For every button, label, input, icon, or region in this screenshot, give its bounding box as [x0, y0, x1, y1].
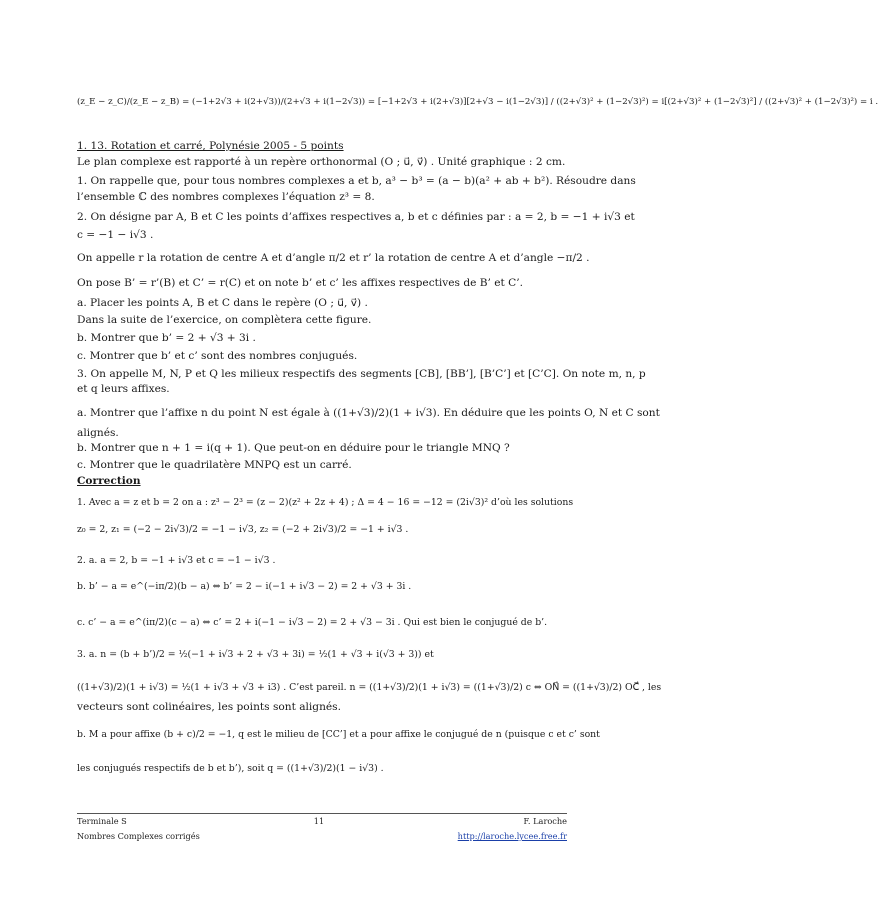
correction-line: 1. Avec a = z et b = 2 on a : z³ − 2³ = (z − 2)(z² + 2z + 4) ; Δ = 4 − 16 = −12 = (2i√3)² d’où les solutions	[77, 497, 574, 508]
correction-title: Correction	[77, 475, 141, 487]
text-line: Dans la suite de l’exercice, on complètera cette figure.	[77, 314, 372, 326]
correction-line: 3. a. n = (b + b’)/2 = ½(−1 + i√3 + 2 + √3 + 3i) = ½(1 + √3 + i(√3 + 3)) et	[77, 649, 434, 660]
correction-line: b. M a pour affixe (b + c)/2 = −1, q est le milieu de [CC’] et a pour affixe le conjugué de n (puisque c et c’ sont	[77, 729, 600, 740]
page-number: 11	[313, 816, 325, 826]
correction-line: b. b’ − a = e^(−iπ/2)(b − a) ⇔ b’ = 2 − i(−1 + i√3 − 2) = 2 + √3 + 3i .	[77, 581, 412, 592]
footer-divider	[77, 813, 567, 814]
footer-chapter-label: Nombres Complexes corrigés	[77, 831, 200, 841]
text-line: alignés.	[77, 427, 119, 439]
correction-line: z₀ = 2, z₁ = (−2 − 2i√3)/2 = −1 − i√3, z₂ = (−2 + 2i√3)/2 = −1 + i√3 .	[77, 524, 409, 535]
top-equation: (z_E − z_C)/(z_E − z_B) = (−1+2√3 + i(2+√3))/(2+√3 + i(1−2√3)) = [−1+2√3 + i(2+√3)][2+√3 − i(1−2√3)] / ((2+√3)² + (1−2√3)²) = i[(2+√3)² + (1−2√3)²] / ((2+√3)² + (1−2√3)²) = i .	[77, 97, 878, 107]
text-line: 2. On désigne par A, B et C les points d’affixes respectives a, b et c définies par : a = 2, b = −1 + i√3 et	[77, 211, 635, 223]
text-line: c. Montrer que b’ et c’ sont des nombres conjugués.	[77, 350, 358, 362]
correction-line: vecteurs sont colinéaires, les points sont alignés.	[77, 701, 341, 713]
text-line: On pose B’ = r’(B) et C’ = r(C) et on note b’ et c’ les affixes respectives de B’ et C’.	[77, 277, 524, 289]
text-line: l’ensemble ℂ des nombres complexes l’équation z³ = 8.	[77, 191, 375, 203]
text-line: c. Montrer que le quadrilatère MNPQ est un carré.	[77, 459, 352, 471]
correction-line: 2. a. a = 2, b = −1 + i√3 et c = −1 − i√3 .	[77, 555, 276, 566]
correction-line: ((1+√3)/2)(1 + i√3) = ½(1 + i√3 + √3 + i3) . C’est pareil. n = ((1+√3)/2)(1 + i√3) = ((1+√3)/2) c ⇔ ON⃗ = ((1+√3)/2) OC⃗ , les	[77, 682, 662, 693]
text-line: On appelle r la rotation de centre A et d’angle π/2 et r’ la rotation de centre A et d’angle −π/2 .	[77, 252, 590, 264]
text-line: b. Montrer que b’ = 2 + √3 + 3i .	[77, 332, 256, 344]
text-line: a. Placer les points A, B et C dans le repère (O ; u⃗, v⃗) .	[77, 297, 368, 309]
text-line: Le plan complexe est rapporté à un repère orthonormal (O ; u⃗, v⃗) . Unité graphique : 2 cm.	[77, 156, 566, 168]
section-title: 1. 13. Rotation et carré, Polynésie 2005 - 5 points	[77, 140, 344, 152]
text-line: et q leurs affixes.	[77, 383, 170, 395]
text-line: 1. On rappelle que, pour tous nombres complexes a et b, a³ − b³ = (a − b)(a² + ab + b²). Résoudre dans	[77, 175, 636, 187]
text-line: b. Montrer que n + 1 = i(q + 1). Que peut-on en déduire pour le triangle MNQ ?	[77, 442, 510, 454]
correction-line: les conjugués respectifs de b et b’), soit q = ((1+√3)/2)(1 − i√3) .	[77, 763, 384, 774]
footer-author: F. Laroche	[523, 816, 567, 826]
footer-class-label: Terminale S	[77, 816, 127, 826]
footer-website-link[interactable]: http://laroche.lycee.free.fr	[457, 831, 567, 841]
text-line: 3. On appelle M, N, P et Q les milieux respectifs des segments [CB], [BB’], [B’C’] et [C’C]. On note m, n, p	[77, 368, 646, 380]
text-line: a. Montrer que l’affixe n du point N est égale à ((1+√3)/2)(1 + i√3). En déduire que les points O, N et C sont	[77, 407, 660, 419]
text-line: c = −1 − i√3 .	[77, 229, 154, 241]
correction-line: c. c’ − a = e^(iπ/2)(c − a) ⇔ c’ = 2 + i(−1 − i√3 − 2) = 2 + √3 − 3i . Qui est bien le conjugué de b’.	[77, 617, 548, 628]
